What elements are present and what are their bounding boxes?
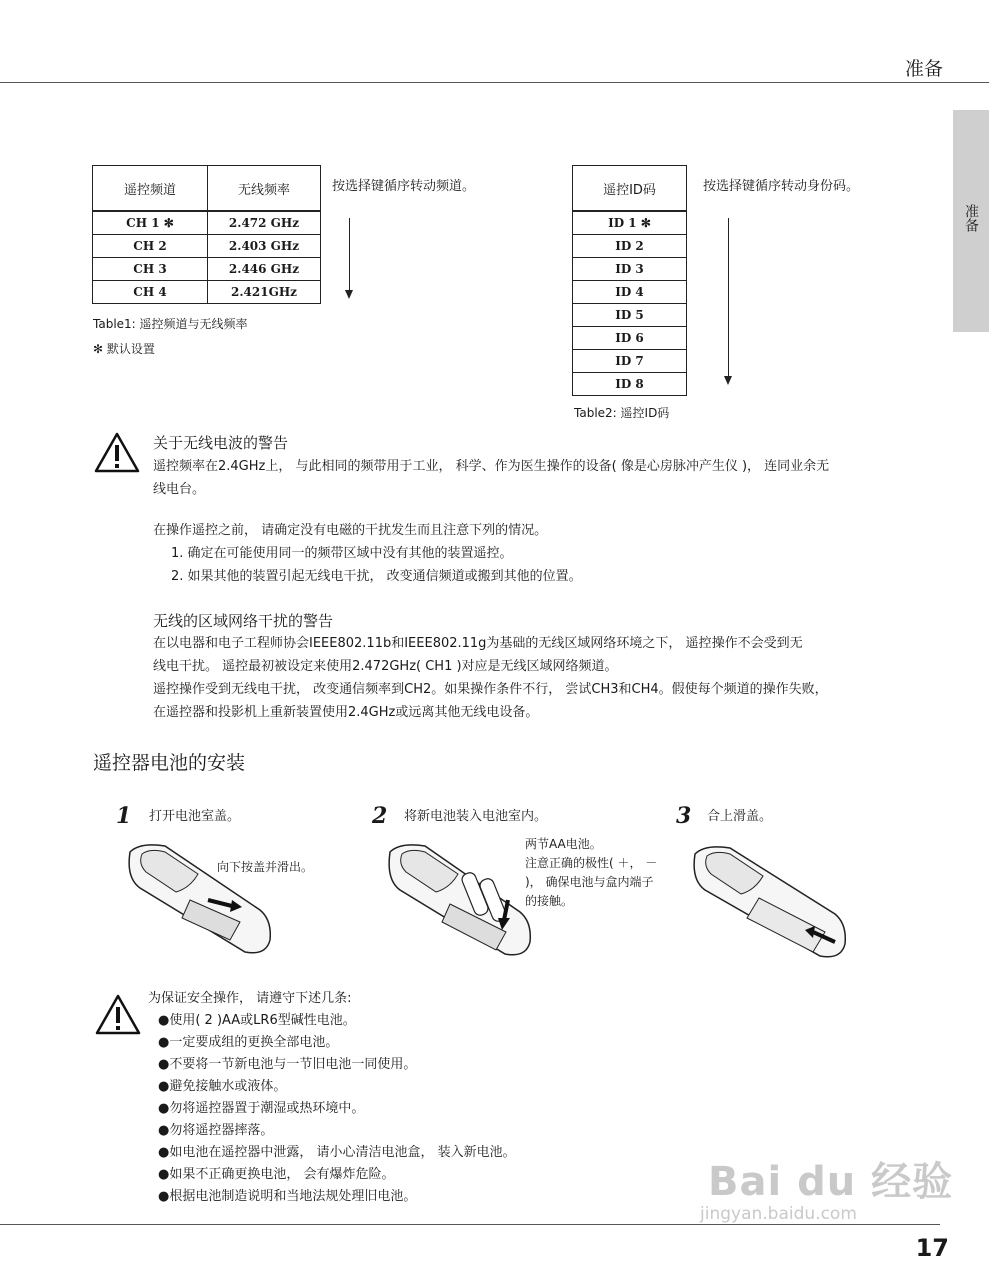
table1-cell: CH 1 ✻ <box>93 211 208 235</box>
table2-caption: Table2: 遥控ID码 <box>574 406 670 420</box>
battery-section-title: 遥控器电池的安装 <box>93 752 246 774</box>
wlan-warning-line: 在以电器和电子工程师协会IEEE802.11b和IEEE802.11g为基础的无线区域网络环境之下， 遥控操作不会受到无 <box>153 636 803 651</box>
safety-item: ●如果不正确更换电池， 会有爆炸危险。 <box>158 1167 395 1182</box>
table1-cell: 2.421GHz <box>208 281 321 304</box>
wlan-warning-line: 在遥控器和投影机上重新装置使用2.4GHz或远离其他无线电设备。 <box>153 705 539 720</box>
table2-arrow-line <box>728 218 729 376</box>
table1-cell: 2.472 GHz <box>208 211 321 235</box>
safety-item: ●根据电池制造说明和当地法规处理旧电池。 <box>158 1189 417 1204</box>
header-divider <box>0 82 989 83</box>
table2-header: 遥控ID码 <box>573 166 687 212</box>
table1-note: 按选择键循序转动频道。 <box>332 179 476 194</box>
wlan-warning-line: 遥控操作受到无线电干扰， 改变通信频率到CH2。如果操作条件不行， 尝试CH3和CH4。假使每个频道的操作失败， <box>153 682 828 697</box>
watermark-url: jingyan.baidu.com <box>700 1204 857 1224</box>
wlan-warning-title: 无线的区域网络干扰的警告 <box>153 612 334 630</box>
safety-intro: 为保证安全操作， 请遵守下述几条: <box>148 991 352 1006</box>
table1-cell: CH 3 <box>93 258 208 281</box>
safety-item: ●避免接触水或液体。 <box>158 1079 287 1094</box>
safety-item: ●不要将一节新电池与一节旧电池一同使用。 <box>158 1057 417 1072</box>
table1-cell: 2.446 GHz <box>208 258 321 281</box>
table1-caption: Table1: 遥控频道与无线频率 <box>93 317 248 331</box>
default-setting-note: ✻ 默认设置 <box>93 342 155 356</box>
remote-close-cover-illustration <box>685 842 855 962</box>
radio-warning-title: 关于无线电波的警告 <box>153 434 289 452</box>
remote-insert-batteries-illustration <box>380 838 535 968</box>
side-tab-label: 准备 <box>963 204 979 232</box>
step-2-text: 将新电池装入电池室内。 <box>404 809 548 824</box>
table1-cell: CH 4 <box>93 281 208 304</box>
radio-warning-item: 2. 如果其他的装置引起无线电干扰， 改变通信频道或搬到其他的位置。 <box>171 569 582 584</box>
radio-warning-line: 线电台。 <box>153 482 206 497</box>
table2-arrow-down-icon <box>724 376 732 385</box>
step-3-number: 3 <box>676 803 692 829</box>
watermark-logo: Bai du 经验 <box>708 1159 954 1205</box>
table2-cell: ID 5 <box>573 304 687 327</box>
table1-arrow-line <box>349 218 350 290</box>
table1-cell: 2.403 GHz <box>208 235 321 258</box>
safety-item: ●勿将遥控器置于潮湿或热环境中。 <box>158 1101 365 1116</box>
channel-table <box>92 165 321 304</box>
wlan-warning-line: 线电干扰。 遥控最初被设定来使用2.472GHz( CH1 )对应是无线区域网络频道。 <box>153 659 618 674</box>
step-1-text: 打开电池室盖。 <box>149 809 241 824</box>
table2-cell: ID 6 <box>573 327 687 350</box>
id-table <box>572 165 687 396</box>
safety-item: ●如电池在遥控器中泄露， 请小心清洁电池盒， 装入新电池。 <box>158 1145 516 1160</box>
page-number: 17 <box>915 1234 949 1262</box>
table2-cell: ID 3 <box>573 258 687 281</box>
step-1-callout: 向下按盖并滑出。 <box>217 860 314 874</box>
warning-triangle-icon <box>95 993 141 1035</box>
table2-cell: ID 7 <box>573 350 687 373</box>
radio-warning-line: 遥控频率在2.4GHz上， 与此相同的频带用于工业， 科学、作为医生操作的设备( 像是心房脉冲产生仪 )， 连同业余无 <box>153 459 830 474</box>
step-2-callout: 两节AA电池。 <box>525 837 602 851</box>
step-2-callout: )， 确保电池与盒内端子 <box>525 875 654 889</box>
table2-note: 按选择键循序转动身份码。 <box>703 179 860 194</box>
radio-warning-intro: 在操作遥控之前， 请确定没有电磁的干扰发生而且注意下列的情况。 <box>153 523 548 538</box>
table2-cell: ID 2 <box>573 235 687 258</box>
table1-header-channel: 遥控频道 <box>93 166 208 212</box>
safety-item: ●勿将遥控器摔落。 <box>158 1123 274 1138</box>
radio-warning-item: 1. 确定在可能使用同一的频带区域中没有其他的装置遥控。 <box>171 546 513 561</box>
step-1-number: 1 <box>116 803 132 829</box>
step-2-callout: 注意正确的极性( ＋， － <box>525 856 658 870</box>
footer-divider <box>0 1224 940 1225</box>
table2-cell: ID 1 ✻ <box>573 211 687 235</box>
table2-cell: ID 4 <box>573 281 687 304</box>
table1-header-frequency: 无线频率 <box>208 166 321 212</box>
safety-item: ●使用( 2 )AA或LR6型碱性电池。 <box>158 1013 356 1028</box>
table1-arrow-down-icon <box>345 290 353 299</box>
side-tab <box>953 110 989 332</box>
step-3-text: 合上滑盖。 <box>707 809 773 824</box>
table2-cell: ID 8 <box>573 373 687 396</box>
warning-triangle-icon <box>94 431 140 473</box>
page-header-title: 准备 <box>904 58 943 80</box>
step-2-callout: 的接触。 <box>525 894 574 908</box>
table1-cell: CH 2 <box>93 235 208 258</box>
safety-item: ●一定要成组的更换全部电池。 <box>158 1035 339 1050</box>
step-2-number: 2 <box>372 803 388 829</box>
